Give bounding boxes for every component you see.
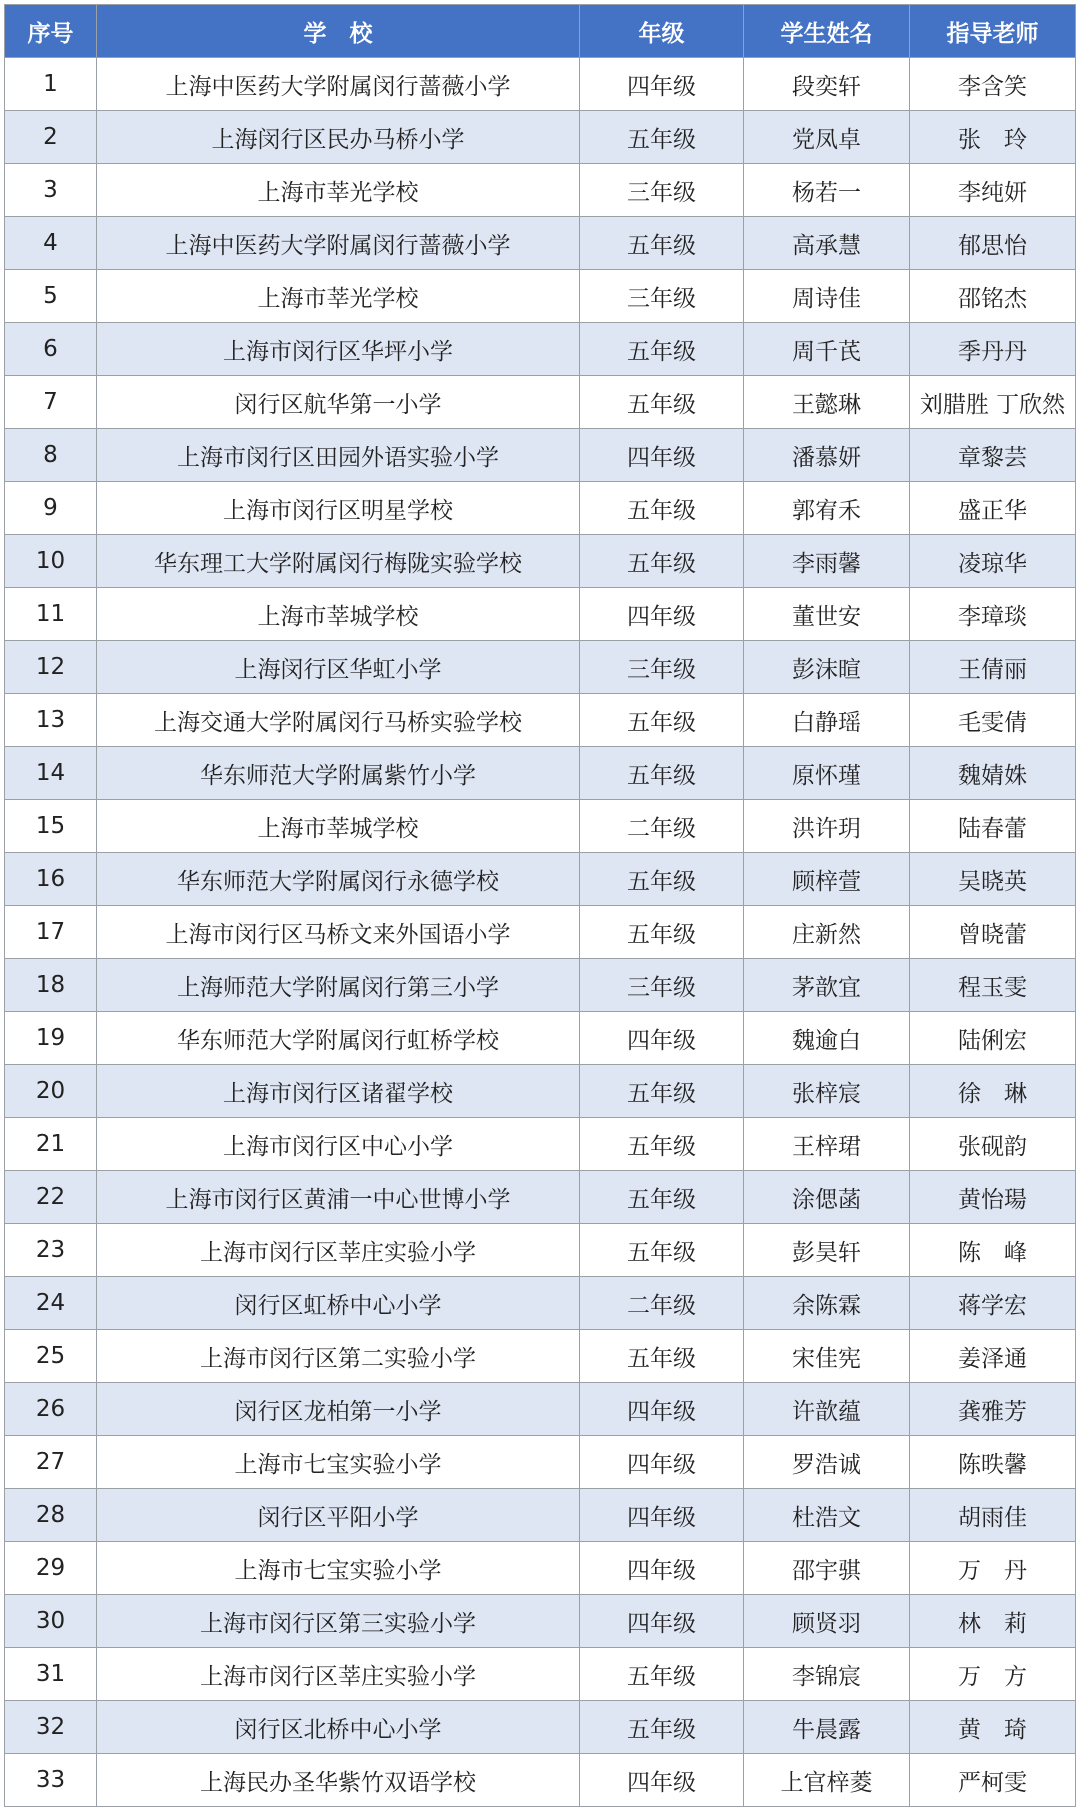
cell-teacher: 王倩丽 [910,641,1076,694]
cell-grade: 三年级 [580,959,744,1012]
table-row [5,429,1076,482]
cell-grade: 四年级 [580,1754,744,1807]
cell-teacher: 陆俐宏 [910,1012,1076,1065]
cell-index: 14 [5,747,97,800]
table-row [5,1118,1076,1171]
cell-teacher: 陈 峰 [910,1224,1076,1277]
cell-teacher: 龚雅芳 [910,1383,1076,1436]
cell-grade: 五年级 [580,1648,744,1701]
table-row [5,1436,1076,1489]
cell-student: 张梓宸 [744,1065,910,1118]
cell-teacher: 李纯妍 [910,164,1076,217]
cell-school: 华东师范大学附属紫竹小学 [97,747,580,800]
table-body [5,58,1076,1807]
cell-school: 上海民办圣华紫竹双语学校 [97,1754,580,1807]
header-grade: 年级 [580,5,744,58]
cell-school: 上海中医药大学附属闵行蔷薇小学 [97,58,580,111]
table-row [5,111,1076,164]
cell-teacher: 季丹丹 [910,323,1076,376]
cell-teacher: 林 莉 [910,1595,1076,1648]
cell-index: 28 [5,1489,97,1542]
cell-student: 彭沫暄 [744,641,910,694]
cell-student: 邵宇骐 [744,1542,910,1595]
cell-teacher: 黄怡瑒 [910,1171,1076,1224]
cell-grade: 四年级 [580,429,744,482]
cell-grade: 五年级 [580,111,744,164]
cell-index: 13 [5,694,97,747]
cell-student: 许歆蕴 [744,1383,910,1436]
cell-index: 33 [5,1754,97,1807]
cell-school: 上海市闵行区华坪小学 [97,323,580,376]
table-row [5,1012,1076,1065]
cell-index: 18 [5,959,97,1012]
cell-school: 上海市闵行区诸翟学校 [97,1065,580,1118]
cell-teacher: 李含笑 [910,58,1076,111]
table-row [5,906,1076,959]
cell-school: 上海市七宝实验小学 [97,1542,580,1595]
cell-student: 余陈霖 [744,1277,910,1330]
cell-index: 17 [5,906,97,959]
cell-grade: 四年级 [580,1595,744,1648]
cell-index: 25 [5,1330,97,1383]
cell-teacher: 吴晓英 [910,853,1076,906]
cell-index: 27 [5,1436,97,1489]
cell-school: 上海市闵行区第二实验小学 [97,1330,580,1383]
cell-index: 31 [5,1648,97,1701]
cell-grade: 四年级 [580,1383,744,1436]
cell-student: 杜浩文 [744,1489,910,1542]
table-row [5,482,1076,535]
cell-teacher: 徐 琳 [910,1065,1076,1118]
cell-teacher: 章黎芸 [910,429,1076,482]
table-row [5,217,1076,270]
cell-grade: 五年级 [580,1701,744,1754]
cell-student: 魏逾白 [744,1012,910,1065]
cell-index: 5 [5,270,97,323]
table-row [5,959,1076,1012]
cell-student: 牛晨露 [744,1701,910,1754]
cell-student: 上官梓菱 [744,1754,910,1807]
cell-student: 茅歆宜 [744,959,910,1012]
cell-grade: 五年级 [580,376,744,429]
cell-student: 李锦宸 [744,1648,910,1701]
cell-school: 上海市闵行区马桥文来外国语小学 [97,906,580,959]
cell-index: 30 [5,1595,97,1648]
cell-student: 涂偲菡 [744,1171,910,1224]
table-row [5,800,1076,853]
cell-grade: 二年级 [580,1277,744,1330]
cell-school: 闵行区虹桥中心小学 [97,1277,580,1330]
cell-student: 段奕轩 [744,58,910,111]
cell-school: 华东理工大学附属闵行梅陇实验学校 [97,535,580,588]
cell-school: 上海市闵行区田园外语实验小学 [97,429,580,482]
cell-teacher: 李璋琰 [910,588,1076,641]
table-row [5,641,1076,694]
cell-school: 上海闵行区民办马桥小学 [97,111,580,164]
cell-student: 李雨馨 [744,535,910,588]
cell-teacher: 魏婧姝 [910,747,1076,800]
cell-teacher: 程玉雯 [910,959,1076,1012]
cell-student: 原怀瑾 [744,747,910,800]
cell-student: 郭宥禾 [744,482,910,535]
table-row [5,1224,1076,1277]
cell-teacher: 张砚韵 [910,1118,1076,1171]
cell-teacher: 盛正华 [910,482,1076,535]
cell-student: 洪许玥 [744,800,910,853]
cell-student: 宋佳宪 [744,1330,910,1383]
cell-index: 20 [5,1065,97,1118]
table-row [5,1171,1076,1224]
cell-index: 4 [5,217,97,270]
cell-grade: 四年级 [580,1489,744,1542]
cell-student: 顾梓萱 [744,853,910,906]
cell-index: 16 [5,853,97,906]
cell-student: 董世安 [744,588,910,641]
cell-student: 王懿琳 [744,376,910,429]
cell-teacher: 曾晓蕾 [910,906,1076,959]
cell-index: 32 [5,1701,97,1754]
cell-school: 闵行区平阳小学 [97,1489,580,1542]
cell-school: 华东师范大学附属闵行虹桥学校 [97,1012,580,1065]
cell-teacher: 胡雨佳 [910,1489,1076,1542]
table-row [5,164,1076,217]
table-row [5,1648,1076,1701]
cell-index: 15 [5,800,97,853]
cell-grade: 三年级 [580,164,744,217]
cell-grade: 三年级 [580,270,744,323]
table-row [5,1277,1076,1330]
cell-school: 上海师范大学附属闵行第三小学 [97,959,580,1012]
cell-grade: 四年级 [580,58,744,111]
cell-school: 上海交通大学附属闵行马桥实验学校 [97,694,580,747]
cell-grade: 五年级 [580,535,744,588]
table-row [5,853,1076,906]
cell-index: 23 [5,1224,97,1277]
table-row [5,1595,1076,1648]
award-table [4,4,1076,1807]
cell-school: 上海市闵行区第三实验小学 [97,1595,580,1648]
cell-index: 29 [5,1542,97,1595]
table-row [5,588,1076,641]
cell-school: 上海市莘城学校 [97,588,580,641]
cell-grade: 五年级 [580,1118,744,1171]
cell-grade: 五年级 [580,853,744,906]
cell-school: 上海闵行区华虹小学 [97,641,580,694]
cell-grade: 二年级 [580,800,744,853]
cell-teacher: 毛雯倩 [910,694,1076,747]
table-row [5,1489,1076,1542]
cell-school: 上海市闵行区明星学校 [97,482,580,535]
cell-grade: 四年级 [580,1542,744,1595]
cell-index: 12 [5,641,97,694]
cell-school: 闵行区北桥中心小学 [97,1701,580,1754]
cell-school: 上海市闵行区黄浦一中心世博小学 [97,1171,580,1224]
cell-grade: 五年级 [580,747,744,800]
cell-student: 潘慕妍 [744,429,910,482]
cell-school: 上海市莘城学校 [97,800,580,853]
cell-index: 3 [5,164,97,217]
cell-grade: 五年级 [580,323,744,376]
cell-teacher: 严柯雯 [910,1754,1076,1807]
table-row [5,1542,1076,1595]
cell-teacher: 陈昳馨 [910,1436,1076,1489]
cell-index: 22 [5,1171,97,1224]
cell-student: 党凤卓 [744,111,910,164]
table-row [5,747,1076,800]
cell-school: 上海市闵行区莘庄实验小学 [97,1648,580,1701]
cell-index: 1 [5,58,97,111]
cell-index: 26 [5,1383,97,1436]
cell-student: 顾贤羽 [744,1595,910,1648]
cell-student: 彭昊轩 [744,1224,910,1277]
cell-teacher: 陆春蕾 [910,800,1076,853]
cell-index: 10 [5,535,97,588]
cell-grade: 五年级 [580,1224,744,1277]
cell-student: 白静瑶 [744,694,910,747]
cell-student: 高承慧 [744,217,910,270]
table-row [5,376,1076,429]
table-row [5,694,1076,747]
cell-index: 9 [5,482,97,535]
table-row [5,1330,1076,1383]
cell-grade: 四年级 [580,1012,744,1065]
table-row [5,1383,1076,1436]
cell-school: 上海市莘光学校 [97,270,580,323]
cell-index: 2 [5,111,97,164]
cell-index: 21 [5,1118,97,1171]
table-row [5,1754,1076,1807]
cell-student: 周诗佳 [744,270,910,323]
table-row [5,323,1076,376]
cell-grade: 五年级 [580,1330,744,1383]
cell-grade: 四年级 [580,588,744,641]
cell-student: 王梓珺 [744,1118,910,1171]
table-row [5,1065,1076,1118]
cell-school: 华东师范大学附属闵行永德学校 [97,853,580,906]
cell-grade: 五年级 [580,694,744,747]
cell-teacher: 姜泽通 [910,1330,1076,1383]
cell-student: 庄新然 [744,906,910,959]
cell-grade: 五年级 [580,906,744,959]
header-student: 学生姓名 [744,5,910,58]
header-school: 学 校 [97,5,580,58]
cell-school: 上海市闵行区中心小学 [97,1118,580,1171]
header-row [5,5,1076,58]
cell-index: 7 [5,376,97,429]
cell-school: 上海市莘光学校 [97,164,580,217]
cell-grade: 五年级 [580,1065,744,1118]
cell-grade: 三年级 [580,641,744,694]
table-row [5,1701,1076,1754]
cell-school: 上海市闵行区莘庄实验小学 [97,1224,580,1277]
cell-student: 杨若一 [744,164,910,217]
cell-index: 19 [5,1012,97,1065]
cell-grade: 四年级 [580,1436,744,1489]
cell-teacher: 黄 琦 [910,1701,1076,1754]
table-row [5,535,1076,588]
cell-teacher: 万 丹 [910,1542,1076,1595]
header-teacher: 指导老师 [910,5,1076,58]
cell-teacher: 邵铭杰 [910,270,1076,323]
cell-index: 11 [5,588,97,641]
cell-school: 闵行区航华第一小学 [97,376,580,429]
cell-teacher: 张 玲 [910,111,1076,164]
cell-school: 上海中医药大学附属闵行蔷薇小学 [97,217,580,270]
cell-teacher: 郁思怡 [910,217,1076,270]
cell-school: 上海市七宝实验小学 [97,1436,580,1489]
cell-grade: 五年级 [580,482,744,535]
table-row [5,58,1076,111]
cell-student: 罗浩诚 [744,1436,910,1489]
table-row [5,270,1076,323]
cell-student: 周千芪 [744,323,910,376]
cell-index: 8 [5,429,97,482]
cell-grade: 五年级 [580,217,744,270]
cell-teacher: 凌琼华 [910,535,1076,588]
cell-index: 6 [5,323,97,376]
table-header [5,5,1076,58]
cell-grade: 五年级 [580,1171,744,1224]
cell-index: 24 [5,1277,97,1330]
header-index: 序号 [5,5,97,58]
cell-teacher: 万 方 [910,1648,1076,1701]
cell-school: 闵行区龙柏第一小学 [97,1383,580,1436]
cell-teacher: 蒋学宏 [910,1277,1076,1330]
cell-teacher: 刘腊胜 丁欣然 [910,376,1076,429]
